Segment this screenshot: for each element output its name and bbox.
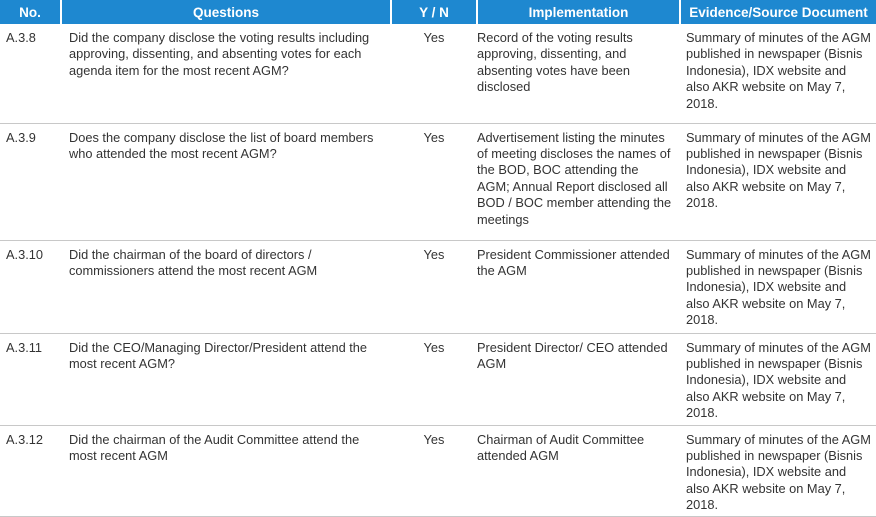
cell-evidence: Summary of minutes of the AGM published in newspaper (Bisnis Indonesia), IDX website and also AKR website on May 7, 2018. xyxy=(680,425,876,516)
header-implementation: Implementation xyxy=(477,0,680,24)
cell-evidence: Summary of minutes of the AGM published in newspaper (Bisnis Indonesia), IDX website and also AKR website on May 7, 2018. xyxy=(680,24,876,123)
cell-question: Did the company disclose the voting results including approving, dissenting, and absenting votes for each agenda item for the most recent AGM? xyxy=(61,24,391,123)
cell-yn: Yes xyxy=(391,425,477,516)
cell-yn: Yes xyxy=(391,333,477,425)
cell-no: A.3.12 xyxy=(0,425,61,516)
cell-implementation: President Commissioner attended the AGM xyxy=(477,240,680,333)
cell-no: A.3.8 xyxy=(0,24,61,123)
header-questions: Questions xyxy=(61,0,391,24)
cell-yn: Yes xyxy=(391,240,477,333)
table-row xyxy=(0,240,876,333)
cell-evidence: Summary of minutes of the AGM published in newspaper (Bisnis Indonesia), IDX website and also AKR website on May 7, 2018. xyxy=(680,123,876,240)
cell-yn: Yes xyxy=(391,123,477,240)
header-no: No. xyxy=(0,0,61,24)
header-evidence: Evidence/Source Document xyxy=(680,0,876,24)
cell-no: A.3.9 xyxy=(0,123,61,240)
cell-question: Does the company disclose the list of board members who attended the most recent AGM? xyxy=(61,123,391,240)
cell-evidence: Summary of minutes of the AGM published in newspaper (Bisnis Indonesia), IDX website and also AKR website on May 7, 2018. xyxy=(680,333,876,425)
table-row xyxy=(0,333,876,425)
table-row xyxy=(0,123,876,240)
table-header-row xyxy=(0,0,876,24)
table-row xyxy=(0,24,876,123)
cell-implementation: Chairman of Audit Committee attended AGM xyxy=(477,425,680,516)
cell-question: Did the CEO/Managing Director/President attend the most recent AGM? xyxy=(61,333,391,425)
cell-implementation: Record of the voting results approving, dissenting, and absenting votes have been disclosed xyxy=(477,24,680,123)
cell-no: A.3.11 xyxy=(0,333,61,425)
cell-question: Did the chairman of the board of directors / commissioners attend the most recent AGM xyxy=(61,240,391,333)
cell-yn: Yes xyxy=(391,24,477,123)
cell-no: A.3.10 xyxy=(0,240,61,333)
cell-implementation: Advertisement listing the minutes of meeting discloses the names of the BOD, BOC attending the AGM; Annual Report disclosed all BOD / BOC member attending the meetings xyxy=(477,123,680,240)
cell-evidence: Summary of minutes of the AGM published in newspaper (Bisnis Indonesia), IDX website and also AKR website on May 7, 2018. xyxy=(680,240,876,333)
header-yn: Y / N xyxy=(391,0,477,24)
cell-implementation: President Director/ CEO attended AGM xyxy=(477,333,680,425)
cell-question: Did the chairman of the Audit Committee attend the most recent AGM xyxy=(61,425,391,516)
table-row xyxy=(0,425,876,516)
